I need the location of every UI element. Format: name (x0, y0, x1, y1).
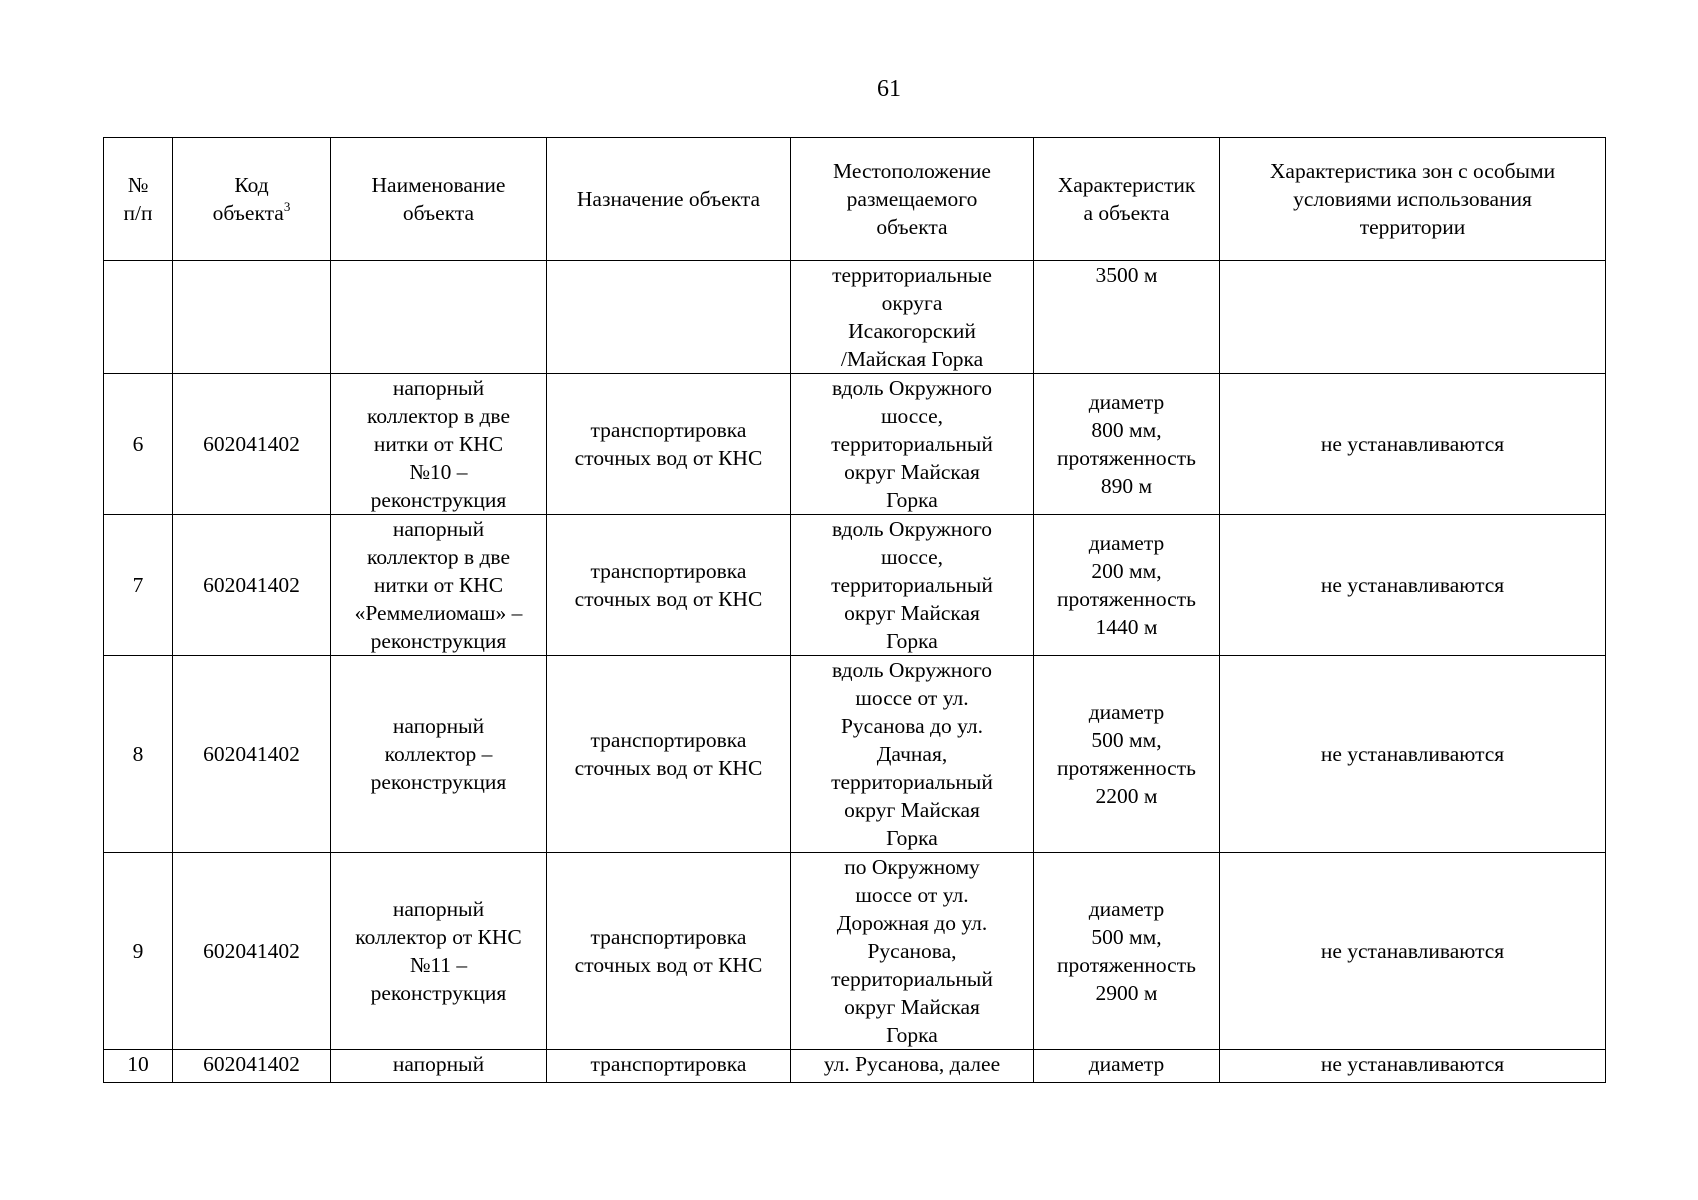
cell-name (331, 261, 547, 374)
header-characteristic: Характеристик а объекта (1034, 138, 1220, 261)
header-code-label: Код объекта (212, 173, 284, 225)
cell-characteristic: диаметр (1034, 1050, 1220, 1083)
cell-code: 602041402 (173, 853, 331, 1050)
header-name: Наименование объекта (331, 138, 547, 261)
cell-num: 7 (104, 515, 173, 656)
cell-zones: не устанавливаются (1220, 853, 1606, 1050)
cell-zones (1220, 261, 1606, 374)
cell-location: вдоль Окружного шоссе от ул. Русанова до ул. Дачная, территориальный округ Майская Горка (791, 656, 1034, 853)
cell-code: 602041402 (173, 1050, 331, 1083)
header-code (173, 138, 331, 261)
header-row (104, 138, 1606, 261)
cell-num (104, 261, 173, 374)
table-row (104, 1050, 1606, 1083)
cell-num: 10 (104, 1050, 173, 1083)
cell-code: 602041402 (173, 656, 331, 853)
cell-purpose: транспортировка сточных вод от КНС (547, 515, 791, 656)
cell-code: 602041402 (173, 374, 331, 515)
cell-location: ул. Русанова, далее (791, 1050, 1034, 1083)
cell-characteristic: диаметр 800 мм, протяженность 890 м (1034, 374, 1220, 515)
cell-code (173, 261, 331, 374)
cell-purpose: транспортировка сточных вод от КНС (547, 374, 791, 515)
cell-name: напорный (331, 1050, 547, 1083)
cell-location: вдоль Окружного шоссе, территориальный округ Майская Горка (791, 515, 1034, 656)
cell-purpose (547, 261, 791, 374)
cell-code: 602041402 (173, 515, 331, 656)
cell-num: 8 (104, 656, 173, 853)
cell-zones: не устанавливаются (1220, 1050, 1606, 1083)
table-row (104, 515, 1606, 656)
cell-location: вдоль Окружного шоссе, территориальный округ Майская Горка (791, 374, 1034, 515)
cell-zones: не устанавливаются (1220, 515, 1606, 656)
cell-purpose: транспортировка сточных вод от КНС (547, 853, 791, 1050)
table-row (104, 853, 1606, 1050)
cell-num: 9 (104, 853, 173, 1050)
header-zones: Характеристика зон с особыми условиями использования территории (1220, 138, 1606, 261)
table-row (104, 656, 1606, 853)
table-row (104, 374, 1606, 515)
cell-location: по Окружному шоссе от ул. Дорожная до ул. Русанова, территориальный округ Майская Горка (791, 853, 1034, 1050)
header-purpose: Назначение объекта (547, 138, 791, 261)
cell-name: напорный коллектор в две нитки от КНС №10 – реконструкция (331, 374, 547, 515)
cell-characteristic: диаметр 500 мм, протяженность 2900 м (1034, 853, 1220, 1050)
objects-table (103, 137, 1606, 1083)
cell-purpose: транспортировка (547, 1050, 791, 1083)
header-num: № п/п (104, 138, 173, 261)
cell-num: 6 (104, 374, 173, 515)
cell-characteristic: диаметр 200 мм, протяженность 1440 м (1034, 515, 1220, 656)
page-number: 61 (877, 76, 901, 102)
cell-zones: не устанавливаются (1220, 656, 1606, 853)
cell-name: напорный коллектор от КНС №11 – реконструкция (331, 853, 547, 1050)
cell-name: напорный коллектор в две нитки от КНС «Реммелиомаш» – реконструкция (331, 515, 547, 656)
cell-location: территориальные округа Исакогорский /Майская Горка (791, 261, 1034, 374)
cell-characteristic: диаметр 500 мм, протяженность 2200 м (1034, 656, 1220, 853)
table-row-continuation (104, 261, 1606, 374)
header-location: Местоположение размещаемого объекта (791, 138, 1034, 261)
cell-characteristic: 3500 м (1034, 261, 1220, 374)
header-code-footnote: 3 (283, 199, 291, 214)
cell-name: напорный коллектор – реконструкция (331, 656, 547, 853)
cell-zones: не устанавливаются (1220, 374, 1606, 515)
cell-purpose: транспортировка сточных вод от КНС (547, 656, 791, 853)
